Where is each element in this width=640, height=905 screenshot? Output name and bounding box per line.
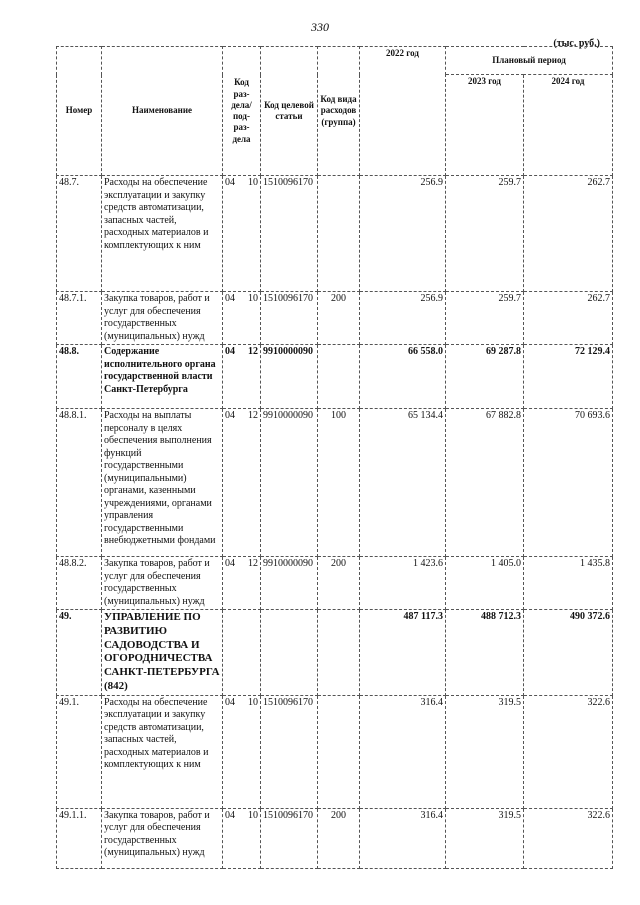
subsection-code: 10: [248, 293, 258, 304]
row-value-2023: 319.5: [446, 808, 524, 868]
row-name: Закупка товаров, работ и услуг для обеспечения государственных (муниципальных) нужд: [102, 808, 223, 868]
subsection-code: 10: [248, 696, 258, 708]
row-target-code: 9910000090: [261, 345, 318, 409]
section-code: 04: [225, 410, 235, 421]
row-expense-type: 100: [318, 409, 360, 557]
subsection-code: 12: [248, 410, 258, 421]
row-value-2023: 67 882.8: [446, 409, 524, 557]
row-name: Закупка товаров, работ и услуг для обеспечения государственных (муниципальных) нужд: [102, 292, 223, 345]
row-value-2024: 322.6: [524, 808, 613, 868]
row-number: 48.7.: [57, 176, 102, 292]
row-value-2023: 1 405.0: [446, 557, 524, 610]
row-expense-type: [318, 176, 360, 292]
row-value-2022: 256.9: [360, 176, 446, 292]
table-row: [57, 808, 613, 868]
section-code: 04: [225, 293, 235, 304]
row-value-2024: 262.7: [524, 176, 613, 292]
row-value-2022: 316.4: [360, 808, 446, 868]
section-code: 04: [225, 558, 235, 569]
header-planning-period: Плановый период: [446, 47, 613, 75]
header-year-2024: 2024 год: [524, 75, 613, 176]
table-row: [57, 695, 613, 808]
row-name: УПРАВЛЕНИЕ ПО РАЗВИТИЮ САДОВОДСТВА И ОГОРОДНИЧЕСТВА САНКТ-ПЕТЕРБУРГА (842): [102, 610, 223, 696]
row-expense-type: 200: [318, 292, 360, 345]
row-name: Расходы на обеспечение эксплуатации и закупку средств автоматизации, запасных частей, расходных материалов и комплектующих к ним: [102, 695, 223, 808]
row-value-2024: 262.7: [524, 292, 613, 345]
section-code: 04: [225, 177, 235, 188]
row-expense-type: [318, 345, 360, 409]
row-target-code: 9910000090: [261, 557, 318, 610]
budget-table: [56, 46, 613, 869]
row-value-2023: 259.7: [446, 292, 524, 345]
page-number: 330: [311, 20, 329, 34]
header-year-2022: 2022 год: [360, 47, 446, 176]
row-value-2023: 69 287.8: [446, 345, 524, 409]
header-number: Номер: [57, 47, 102, 176]
row-name: Расходы на обеспечение эксплуатации и закупку средств автоматизации, запасных частей, расходных материалов и комплектующих к ним: [102, 176, 223, 292]
section-code: 04: [225, 696, 235, 708]
row-target-code: 9910000090: [261, 409, 318, 557]
row-section-code: [223, 610, 261, 696]
header-section-code: Код раз- дела/ под- раз- дела: [223, 47, 261, 176]
units-label: (тыс. руб.): [553, 38, 600, 49]
header-target-code: Код целевой статьи: [261, 47, 318, 176]
row-value-2022: 256.9: [360, 292, 446, 345]
table-row: [57, 557, 613, 610]
row-value-2024: 72 129.4: [524, 345, 613, 409]
row-value-2022: 65 134.4: [360, 409, 446, 557]
table-row: [57, 610, 613, 696]
subsection-code: 12: [248, 346, 258, 357]
header-expense-type: Код вида расходов (группа): [318, 47, 360, 176]
section-code: 04: [225, 809, 235, 821]
row-value-2024: 490 372.6: [524, 610, 613, 696]
row-number: 49.: [57, 610, 102, 696]
subsection-code: 10: [248, 809, 258, 821]
row-value-2023: 319.5: [446, 695, 524, 808]
subsection-code: 10: [248, 177, 258, 188]
header-name: Наименование: [102, 47, 223, 176]
row-target-code: 1510096170: [261, 808, 318, 868]
row-expense-type: 200: [318, 808, 360, 868]
row-target-code: 1510096170: [261, 695, 318, 808]
table-row: [57, 176, 613, 292]
row-expense-type: [318, 695, 360, 808]
row-value-2022: 487 117.3: [360, 610, 446, 696]
table-row: [57, 292, 613, 345]
row-target-code: [261, 610, 318, 696]
row-section-code: [223, 409, 261, 557]
row-value-2024: 322.6: [524, 695, 613, 808]
row-number: 49.1.1.: [57, 808, 102, 868]
row-value-2022: 66 558.0: [360, 345, 446, 409]
row-target-code: 1510096170: [261, 292, 318, 345]
row-name: Содержание исполнительного органа государственной власти Санкт-Петербурга: [102, 345, 223, 409]
row-name: Закупка товаров, работ и услуг для обеспечения государственных (муниципальных) нужд: [102, 557, 223, 610]
row-section-code: [223, 345, 261, 409]
row-section-code: [223, 292, 261, 345]
row-value-2023: 259.7: [446, 176, 524, 292]
row-number: 48.8.2.: [57, 557, 102, 610]
row-number: 48.8.1.: [57, 409, 102, 557]
row-section-code: [223, 176, 261, 292]
row-target-code: 1510096170: [261, 176, 318, 292]
row-expense-type: 200: [318, 557, 360, 610]
section-code: 04: [225, 346, 235, 357]
row-value-2022: 316.4: [360, 695, 446, 808]
row-number: 48.8.: [57, 345, 102, 409]
subsection-code: 12: [248, 558, 258, 569]
row-value-2024: 1 435.8: [524, 557, 613, 610]
row-section-code: [223, 808, 261, 868]
table-row: [57, 345, 613, 409]
row-number: 49.1.: [57, 695, 102, 808]
table-row: [57, 409, 613, 557]
row-name: Расходы на выплаты персоналу в целях обеспечения выполнения функций государственными (муниципальными) органами, казенными учреждениями, органами управления государственными внебюджетными фондами: [102, 409, 223, 557]
row-value-2024: 70 693.6: [524, 409, 613, 557]
row-number: 48.7.1.: [57, 292, 102, 345]
row-section-code: [223, 557, 261, 610]
row-expense-type: [318, 610, 360, 696]
row-value-2023: 488 712.3: [446, 610, 524, 696]
row-section-code: [223, 695, 261, 808]
row-value-2022: 1 423.6: [360, 557, 446, 610]
header-year-2023: 2023 год: [446, 75, 524, 176]
